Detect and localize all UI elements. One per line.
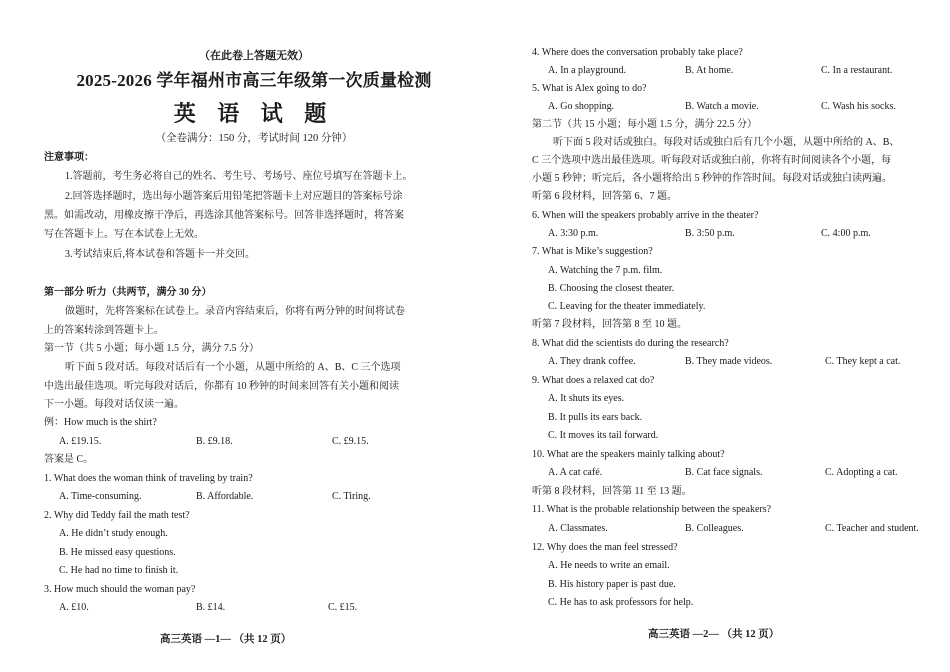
example-answer: 答案是 C。 (44, 454, 94, 465)
example-option-a: A. £19.15. (59, 436, 102, 447)
section2-heading: 第二节（共 15 小题；每小题 1.5 分，满分 22.5 分） (532, 119, 757, 130)
exam-title: 2025-2026 学年福州市高三年级第一次质量检测 (76, 71, 432, 90)
question-1-option-b: B. Affordable. (196, 491, 254, 502)
question-7-stem: 7. What is Mike’s suggestion? (532, 246, 653, 257)
question-1-option-c: C. Tiring. (332, 491, 371, 502)
question-4-option-c: C. In a restaurant. (821, 65, 893, 76)
question-12-option-c: C. He has to ask professors for help. (548, 597, 694, 608)
question-8-option-b: B. They made videos. (685, 356, 773, 367)
question-6-stem: 6. When will the speakers probably arrive in the theater? (532, 210, 759, 221)
question-7-option-b: B. Choosing the closest theater. (548, 283, 675, 294)
question-11-option-a: A. Classmates. (548, 523, 608, 534)
question-3-option-a: A. £10. (59, 602, 89, 613)
question-12-stem: 12. Why does the man feel stressed? (532, 542, 678, 553)
question-5-stem: 5. What is Alex going to do? (532, 83, 647, 94)
question-12-option-b: B. His history paper is past due. (548, 579, 676, 590)
question-12-option-a: A. He needs to write an email. (548, 560, 670, 571)
question-11-stem: 11. What is the probable relationship between the speakers? (532, 504, 772, 515)
question-3-option-b: B. £14. (196, 602, 226, 613)
question-4-option-a: A. In a playground. (548, 65, 627, 76)
part1-intro-line-1: 做题时，先将答案标在试卷上。录音内容结束后，你将有两分钟的时间将试卷 (65, 306, 405, 317)
question-4-stem: 4. Where does the conversation probably take place? (532, 47, 743, 58)
section1-heading: 第一节（共 5 小题；每小题 1.5 分，满分 7.5 分） (44, 343, 259, 354)
section1-intro-line-3: 下一小题。每段对话仅读一遍。 (44, 399, 184, 410)
question-2-stem: 2. Why did Teddy fail the math test? (44, 510, 190, 521)
question-10-option-c: C. Adopting a cat. (825, 467, 898, 478)
page-1-footer: 高三英语 —1— （共 12 页） (160, 634, 292, 645)
section2-intro-line-1: 听下面 5 段对话或独白。每段对话或独白后有几个小题，从题中所给的 A、B、 (553, 137, 900, 148)
notice-line-4: 写在答题卡上。写在本试卷上无效。 (44, 229, 204, 240)
exam-page-2 (532, 0, 937, 672)
notice-heading: 注意事项： (44, 152, 94, 163)
question-9-option-b: B. It pulls its ears back. (548, 412, 643, 423)
question-5-option-a: A. Go shopping. (548, 101, 615, 112)
question-7-option-c: C. Leaving for the theater immediately. (548, 301, 706, 312)
question-10-option-b: B. Cat face signals. (685, 467, 763, 478)
notice-line-1: 1.答题前，考生务必将自己的姓名、考生号、考场号、座位号填写在答题卡上。 (65, 171, 413, 182)
question-11-option-b: B. Colleagues. (685, 523, 744, 534)
question-3-stem: 3. How much should the woman pay? (44, 584, 196, 595)
part1-heading: 第一部分 听力（共两节，满分 30 分） (44, 287, 212, 298)
exam-page-1 (44, 0, 464, 672)
part1-intro-line-2: 上的答案转涂到答题卡上。 (44, 325, 164, 336)
question-5-option-c: C. Wash his socks. (821, 101, 896, 112)
question-8-option-a: A. They drank coffee. (548, 356, 636, 367)
section1-intro-line-2: 中选出最佳选项。听完每段对话后，你都有 10 秒钟的时间来回答有关小题和阅读 (44, 381, 399, 392)
question-11-option-c: C. Teacher and student. (825, 523, 919, 534)
question-9-option-c: C. It moves its tail forward. (548, 430, 659, 441)
question-3-option-c: C. £15. (328, 602, 358, 613)
material-8-heading: 听第 8 段材料，回答第 11 至 13 题。 (532, 486, 692, 497)
question-2-option-c: C. He had no time to finish it. (59, 565, 179, 576)
question-8-stem: 8. What did the scientists do during the research? (532, 338, 729, 349)
material-7-heading: 听第 7 段材料，回答第 8 至 10 题。 (532, 319, 687, 330)
section1-intro-line-1: 听下面 5 段对话。每段对话后有一个小题，从题中所给的 A、B、C 三个选项 (65, 362, 401, 373)
section2-intro-line-3: 小题 5 秒钟；听完后，各小题将给出 5 秒钟的作答时间。每段对话或独白读两遍。 (532, 173, 892, 184)
question-6-option-b: B. 3:50 p.m. (685, 228, 735, 239)
material-6-heading: 听第 6 段材料，回答第 6、7 题。 (532, 191, 677, 202)
question-2-option-a: A. He didn’t study enough. (59, 528, 168, 539)
question-6-option-a: A. 3:30 p.m. (548, 228, 599, 239)
notice-line-5: 3.考试结束后,将本试卷和答题卡一并交回。 (65, 249, 255, 260)
invalid-answer-note: （在此卷上答题无效） (199, 50, 309, 62)
question-4-option-b: B. At home. (685, 65, 734, 76)
question-6-option-c: C. 4:00 p.m. (821, 228, 871, 239)
question-7-option-a: A. Watching the 7 p.m. film. (548, 265, 663, 276)
page-2-footer: 高三英语 —2— （共 12 页） (648, 629, 780, 640)
notice-line-3: 黑。如需改动，用橡皮擦干净后，再选涂其他答案标号。回答非选择题时，将答案 (44, 210, 404, 221)
question-9-stem: 9. What does a relaxed cat do? (532, 375, 655, 386)
question-8-option-c: C. They kept a cat. (825, 356, 901, 367)
section2-intro-line-2: C 三个选项中选出最佳选项。听每段对话或独白前，你将有时间阅读各个小题，每 (532, 155, 892, 166)
notice-line-2: 2.回答选择题时，选出每小题答案后用铅笔把答题卡上对应题目的答案标号涂 (65, 191, 403, 202)
subject-title: 英 语 试 题 (173, 101, 335, 126)
question-10-option-a: A. A cat café. (548, 467, 603, 478)
question-2-option-b: B. He missed easy questions. (59, 547, 176, 558)
example-option-b: B. £9.18. (196, 436, 233, 447)
question-1-stem: 1. What does the woman think of traveling by train? (44, 473, 253, 484)
question-1-option-a: A. Time-consuming. (59, 491, 142, 502)
scoring-info: （全卷满分：150 分，考试时间 120 分钟） (155, 133, 353, 144)
example-question: 例：How much is the shirt? (44, 417, 157, 428)
question-10-stem: 10. What are the speakers mainly talking about? (532, 449, 725, 460)
question-9-option-a: A. It shuts its eyes. (548, 393, 625, 404)
example-option-c: C. £9.15. (332, 436, 369, 447)
question-5-option-b: B. Watch a movie. (685, 101, 759, 112)
